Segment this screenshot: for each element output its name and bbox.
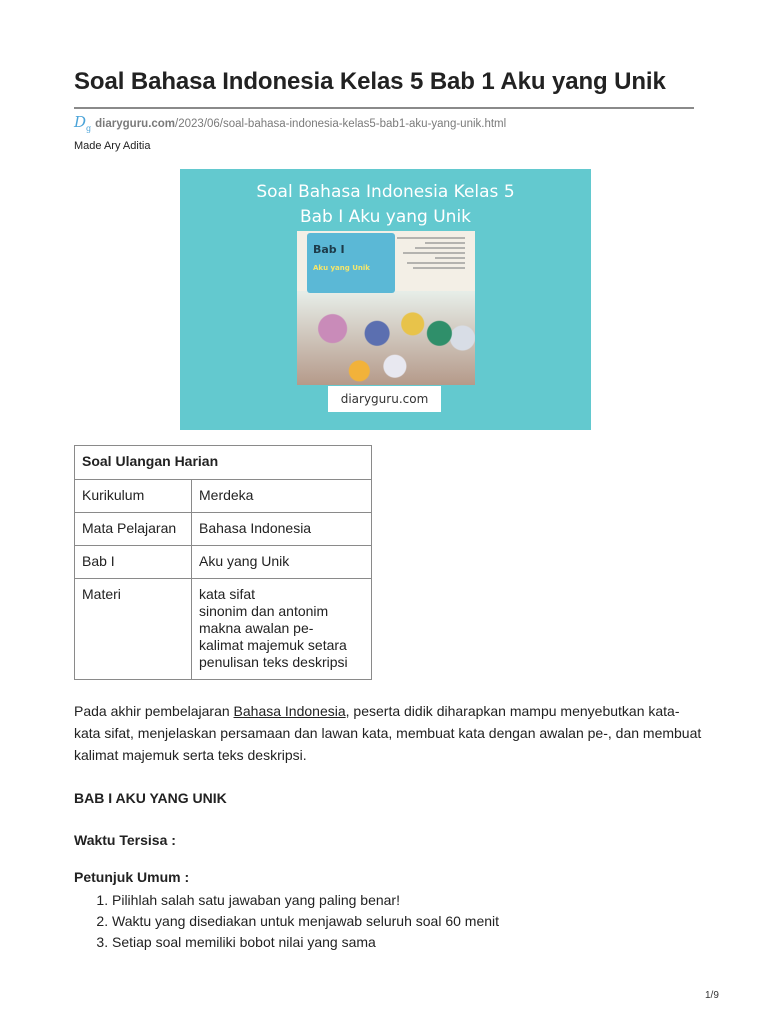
table-value: Merdeka	[192, 480, 372, 513]
page-number: 1/9	[705, 990, 719, 1001]
hero-title-line2: Bab I Aku yang Unik	[299, 207, 472, 227]
table-header: Soal Ulangan Harian	[75, 446, 372, 480]
list-item: 1. Pilihlah salah satu jawaban yang paling benar!	[112, 890, 499, 911]
hero-image	[180, 169, 591, 430]
table-value: Aku yang Unik	[192, 546, 372, 579]
table-value-materi	[192, 579, 372, 680]
instructions-list	[74, 890, 499, 953]
table-key: Bab I	[75, 546, 192, 579]
materi-item: kata sifat	[199, 586, 256, 602]
table-key: Kurikulum	[75, 480, 192, 513]
info-table	[74, 445, 372, 680]
table-value: Bahasa Indonesia	[192, 513, 372, 546]
list-item: 2. Waktu yang disediakan untuk menjawab seluruh soal 60 menit	[112, 911, 499, 932]
cover-bab-label: Bab I	[313, 243, 345, 256]
source-path[interactable]: /2023/06/soal-bahasa-indonesia-kelas5-bab1-aku-yang-unik.html	[175, 118, 507, 130]
materi-item: penulisan teks deskripsi	[199, 654, 348, 670]
cover-tile	[307, 233, 395, 293]
materi-item: kalimat majemuk setara	[199, 637, 347, 653]
table-header-row	[75, 446, 372, 480]
table-key: Mata Pelajaran	[75, 513, 192, 546]
hero-watermark: diaryguru.com	[328, 386, 441, 412]
cover-subtitle: Aku yang Unik	[313, 264, 370, 272]
cover-publisher-text	[397, 237, 467, 272]
table-row	[75, 480, 372, 513]
title-divider	[74, 107, 694, 109]
book-cover-image	[297, 231, 475, 385]
list-item: 3. Setiap soal memiliki bobot nilai yang sama	[112, 932, 499, 953]
table-row	[75, 513, 372, 546]
page-title: Soal Bahasa Indonesia Kelas 5 Bab 1 Aku yang Unik	[74, 68, 666, 95]
materi-item: makna awalan pe-	[199, 620, 314, 636]
section-heading: BAB I AKU YANG UNIK	[74, 790, 227, 806]
hero-title-line1: Soal Bahasa Indonesia Kelas 5	[256, 182, 515, 202]
intro-paragraph: Pada akhir pembelajaran Bahasa Indonesia, peserta didik diharapkan mampu menyebutkan kata-kata sifat, menjelaskan persamaan dan lawan kata, membuat kata dengan awalan pe-, dan membuat kalimat majemuk serta teks deskripsi.	[74, 703, 702, 763]
bahasa-indonesia-link[interactable]: Bahasa Indonesia	[233, 703, 346, 719]
author-name: Made Ary Aditia	[74, 140, 151, 152]
table-row	[75, 546, 372, 579]
cover-illustration	[297, 291, 475, 385]
source-url[interactable]	[74, 114, 506, 134]
instructions-heading: Petunjuk Umum :	[74, 869, 190, 885]
remaining-time-label: Waktu Tersisa :	[74, 832, 176, 848]
diaryguru-logo-icon: $D_g$	[74, 113, 92, 133]
table-key: Materi	[75, 579, 192, 680]
source-domain[interactable]: diaryguru.com	[95, 118, 176, 130]
materi-item: sinonim dan antonim	[199, 603, 329, 619]
table-row	[75, 579, 372, 680]
